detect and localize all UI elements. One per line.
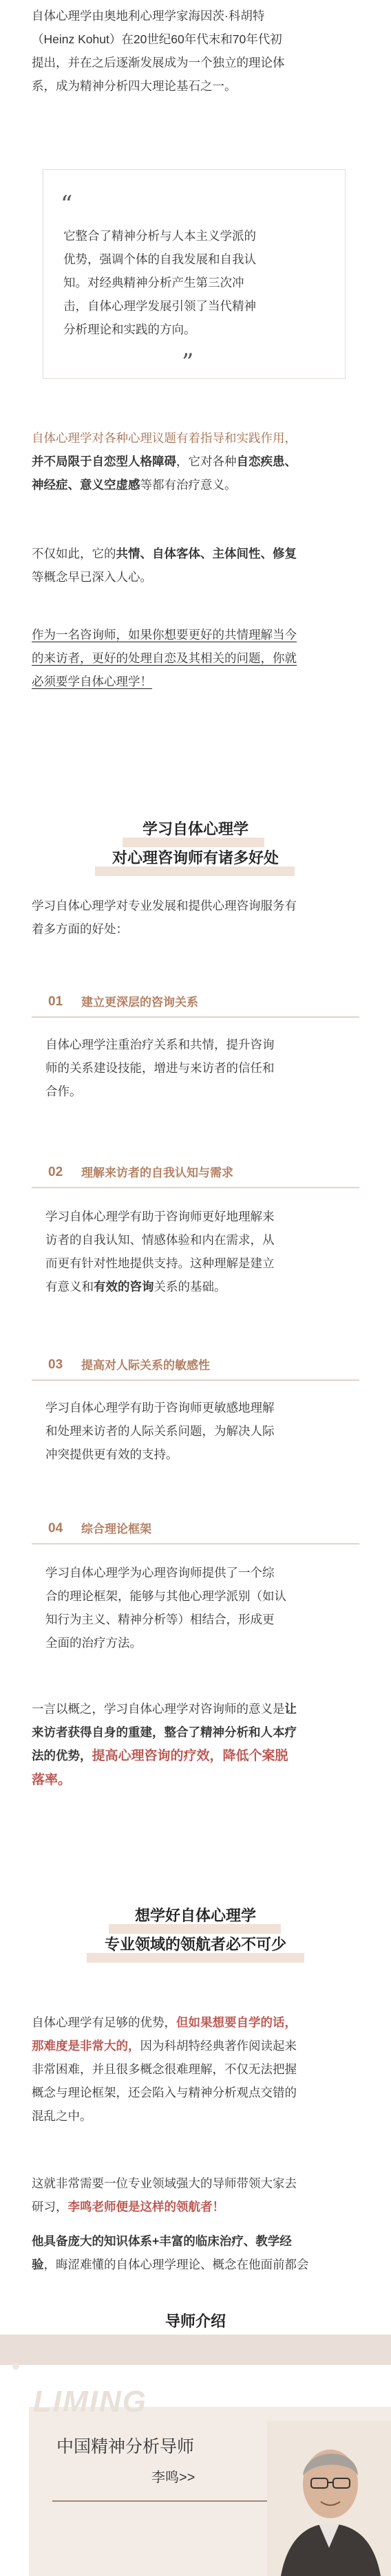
section-title: 学习自体心理学	[142, 820, 249, 838]
accent-text: 但如果想要自学的话，	[176, 2016, 297, 2029]
difficulty-paragraph: 自体心理学有足够的优势，但如果想要自学的话， 那难度是非常大的，因为科胡特经典著作阅读起来 非常困难，并且很多概念很难理解，不仅无法把握 概念与理论框架，还会陷入与精神分析观点交错的 混乱之中。	[32, 2016, 297, 2123]
card-number: 03	[48, 1357, 63, 1372]
card-divider	[32, 1543, 359, 1544]
application-line: 并不局限于自恋型人格障碍，它对各种自恋疾患、	[32, 455, 297, 468]
card-body: 学习自体心理学有助于咨询师更敏感地理解 和处理来访者的人际关系问题，为解决人际 冲突提供更有效的支持。	[45, 1401, 275, 1461]
accent-text: 李鸣老师便是这样的领航者！	[67, 2200, 224, 2214]
card-heading: 理解来访者的自我认知与需求	[81, 1166, 233, 1179]
card-divider	[32, 1187, 359, 1188]
open-quote-icon: “	[61, 190, 73, 218]
quote-line: 击，自体心理学发展引领了当代精神	[63, 299, 256, 313]
counselor-paragraph	[32, 623, 359, 693]
quote-line: 优势，强调个体的自我发展和自我认	[63, 252, 256, 266]
section-title: 想学好自体心理学	[134, 1907, 256, 1924]
concepts-line: 等概念早已深入人心。	[32, 570, 152, 584]
application-paragraph	[32, 426, 359, 496]
highlight-text: 法的优势，	[32, 1749, 92, 1762]
close-quote-icon: ”	[182, 349, 194, 376]
teacher-role: 中国精神分析导师	[56, 2437, 195, 2456]
card-heading: 提高对人际关系的敏感性	[81, 1359, 210, 1372]
card-body: 学习自体心理学为心理咨询师提供了一个综 合的理论框架，能够与其他心理学派别（如认 知行为主义、精神分析等）相结合，形成更 全面的治疗方法。	[45, 1566, 286, 1650]
teacher-title-banner	[0, 2335, 391, 2365]
card-heading: 建立更深层的咨询关系	[81, 996, 198, 1009]
concepts-paragraph	[32, 542, 359, 589]
card-number: 02	[48, 1165, 63, 1179]
quote-text	[63, 224, 328, 341]
quote-line: 知。对经典精神分析产生第三次冲	[63, 276, 244, 290]
application-line: 自体心理学对各种心理议题有着指导和实践作用，	[32, 431, 297, 445]
intro-line: 自体心理学由奥地利心理学家海因茨·科胡特	[32, 9, 265, 23]
quote-line: 它整合了精神分析与人本主义学派的	[63, 229, 256, 243]
card-body: 学习自体心理学有助于咨询师更好地理解来 访者的自我认知、情感体验和内在需求，从 而更有针对性地提供支持。这种理解是建立 有意义和有效的咨询关系的基础。	[45, 1210, 275, 1294]
underlined-line: 必须要学自体心理学！	[32, 675, 152, 688]
highlight-text: 自恋疾患、	[236, 455, 297, 468]
underlined-line: 作为一名咨询师，如果你想要更好的共情理解当今	[32, 628, 297, 642]
card-divider	[32, 1016, 359, 1018]
decorative-dot	[12, 2363, 19, 2370]
intro-line: （Heinz Kohut）在20世纪60年代末和70年代初	[32, 32, 282, 46]
highlight-text: 共情、自体客体、主体间性、修复	[116, 547, 297, 560]
application-line: 神经症、意义空虚感等都有治疗意义。	[32, 478, 237, 492]
card-heading: 综合理论框架	[81, 1522, 151, 1536]
accent-text: 那难度是非常大的，	[32, 2039, 140, 2053]
underlined-line: 的来访者，更好的处理自恋及其相关的问题，你就	[32, 651, 297, 665]
intro-line: 提出，并在之后逐渐发展成为一个独立的理论体	[32, 56, 285, 69]
section-lead: 学习自体心理学对专业发展和提供心理咨询服务有 着多方面的好处：	[32, 899, 297, 936]
card-number: 04	[48, 1521, 63, 1536]
card-body: 自体心理学注重治疗关系和共情，提升咨询 师的关系建设技能，增进与来访者的信任和 合作。	[45, 1038, 275, 1098]
teacher-watermark: LIMING	[33, 2385, 147, 2419]
highlight-text: 并不局限于自恋型人格障碍	[32, 455, 176, 468]
highlight-text: 他具备庞大的知识体系+丰富的临床治疗、教学经	[32, 2234, 292, 2248]
teacher-strength-paragraph: 他具备庞大的知识体系+丰富的临床治疗、教学经 验，晦涩难懂的自体心理学理论、概念在他面前都会	[32, 2234, 309, 2271]
summary-paragraph: 一言以概之，学习自体心理学对咨询师的意义是让 来访者获得自身的重建，整合了精神分析和人本疗 法的优势，提高心理咨询的疗效，降低个案脱 落率。	[32, 1702, 297, 1787]
card-divider	[32, 1379, 359, 1381]
intro-paragraph	[32, 4, 359, 98]
teacher-divider	[52, 2500, 279, 2502]
accent-text: 提高心理咨询的疗效，降低个案脱	[92, 1749, 288, 1763]
section-title: 对心理咨询师有诸多好处	[112, 849, 279, 866]
card-number: 01	[48, 994, 63, 1009]
highlight-text: 来访者获得自身的重建，整合了精神分析和人本疗	[32, 1725, 297, 1739]
concepts-line: 不仅如此，它的共情、自体客体、主体间性、修复	[32, 547, 297, 560]
mentor-paragraph: 这就非常需要一位专业领域强大的导师带领大家去 研习，李鸣老师便是这样的领航者！	[32, 2176, 297, 2214]
quote-line: 分析理论和实践的方向。	[63, 323, 196, 336]
highlight-text: 有效的咨询	[94, 1280, 154, 1294]
teacher-name: 李鸣>>	[151, 2470, 196, 2485]
section-title: 专业领域的领航者必不可少	[104, 1936, 286, 1953]
teacher-section-title: 导师介绍	[165, 2313, 226, 2330]
intro-line: 系，成为精神分析四大理论基石之一。	[32, 79, 237, 93]
accent-text: 落率。	[32, 1773, 72, 1787]
teacher-portrait-photo	[267, 2421, 391, 2576]
highlight-text: 神经症、意义空虚感	[32, 478, 140, 492]
